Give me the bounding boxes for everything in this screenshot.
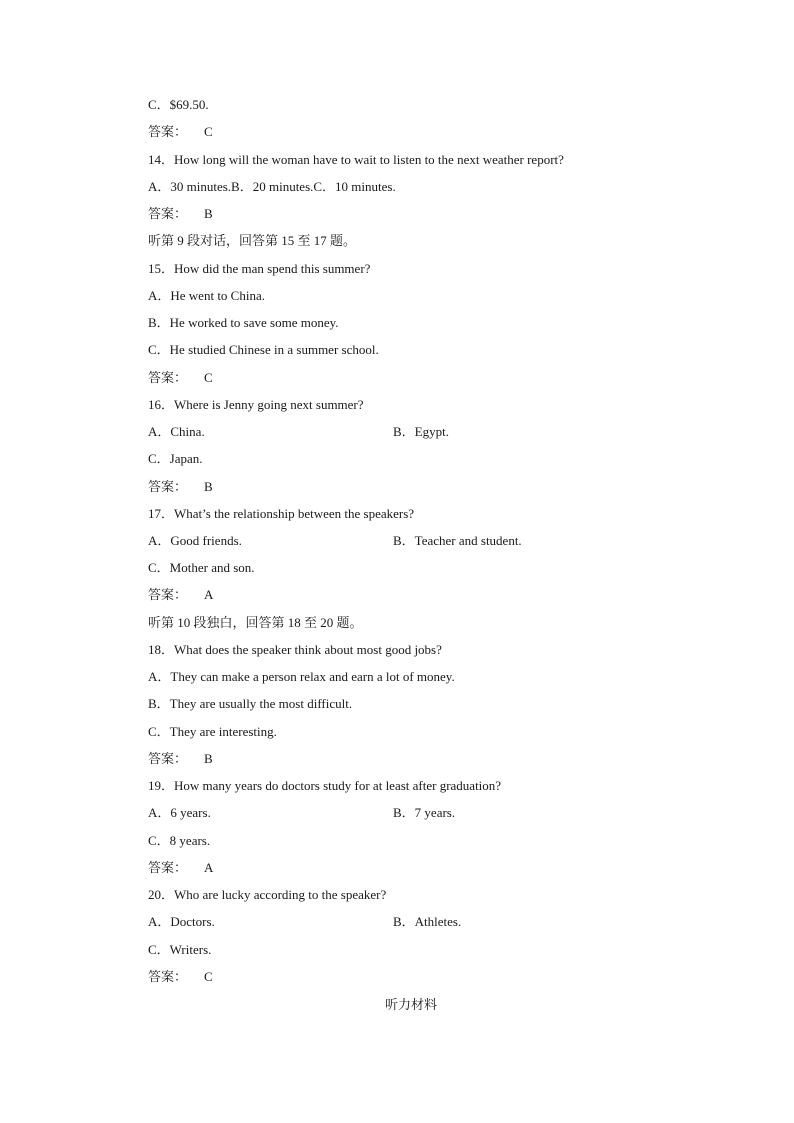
answer-label: 答案： [148,751,188,766]
question-20: 20．Who are lucky according to the speaker? [148,887,387,902]
options-line [148,533,522,549]
answer-label: 答案： [148,124,188,139]
answer-line [148,969,213,985]
question-19: 19．How many years do doctors study for at least after graduation? [148,778,502,793]
option-b: B．7 years. [393,805,456,820]
option-b: B．Egypt. [393,424,449,439]
answer-line [148,479,213,495]
option-line: C．$69.50. [148,97,209,112]
answer-label: 答案： [148,969,188,984]
section-instruction: 听第 10 段独白，回答第 18 至 20 题。 [148,615,363,630]
option-line: C．8 years. [148,833,211,848]
answer-line [148,860,213,876]
options-line [148,914,462,930]
question-17: 17．What’s the relationship between the speakers? [148,506,415,521]
option-line: C．They are interesting. [148,724,277,739]
answer-value: B [204,479,213,494]
section-instruction: 听第 9 段对话，回答第 15 至 17 题。 [148,233,357,248]
option-line: C．Writers. [148,942,212,957]
option-a: A．6 years. [148,805,211,820]
option-line: A．They can make a person relax and earn a lot of money. [148,669,455,684]
answer-line [148,751,213,767]
option-a: A．China. [148,424,205,439]
options-line [148,424,449,440]
question-16: 16．Where is Jenny going next summer? [148,397,364,412]
answer-label: 答案： [148,206,188,221]
answer-label: 答案： [148,860,188,875]
option-b: B．Athletes. [393,914,462,929]
option-line: B．He worked to save some money. [148,315,339,330]
option-line: A．He went to China. [148,288,265,303]
options-line: A．30 minutes.B．20 minutes.C．10 minutes. [148,179,396,194]
answer-value: C [204,969,213,984]
question-18: 18．What does the speaker think about most good jobs? [148,642,442,657]
answer-value: C [204,370,213,385]
answer-value: B [204,206,213,221]
answer-label: 答案： [148,587,188,602]
answer-value: A [204,587,214,602]
question-14: 14．How long will the woman have to wait to listen to the next weather report? [148,152,564,167]
answer-value: A [204,860,214,875]
answer-line [148,124,213,140]
answer-line [148,370,213,386]
option-a: A．Good friends. [148,533,242,548]
option-a: A．Doctors. [148,914,215,929]
options-line [148,805,456,821]
answer-label: 答案： [148,370,188,385]
section-heading: 听力材料 [384,997,437,1012]
answer-line [148,206,213,222]
answer-value: C [204,124,213,139]
option-line: B．They are usually the most difficult. [148,696,353,711]
question-15: 15．How did the man spend this summer? [148,261,371,276]
answer-value: B [204,751,213,766]
option-line: C．Japan. [148,451,203,466]
option-line: C．He studied Chinese in a summer school. [148,342,379,357]
option-b: B．Teacher and student. [393,533,522,548]
answer-label: 答案： [148,479,188,494]
option-line: C．Mother and son. [148,560,255,575]
answer-line [148,587,213,603]
